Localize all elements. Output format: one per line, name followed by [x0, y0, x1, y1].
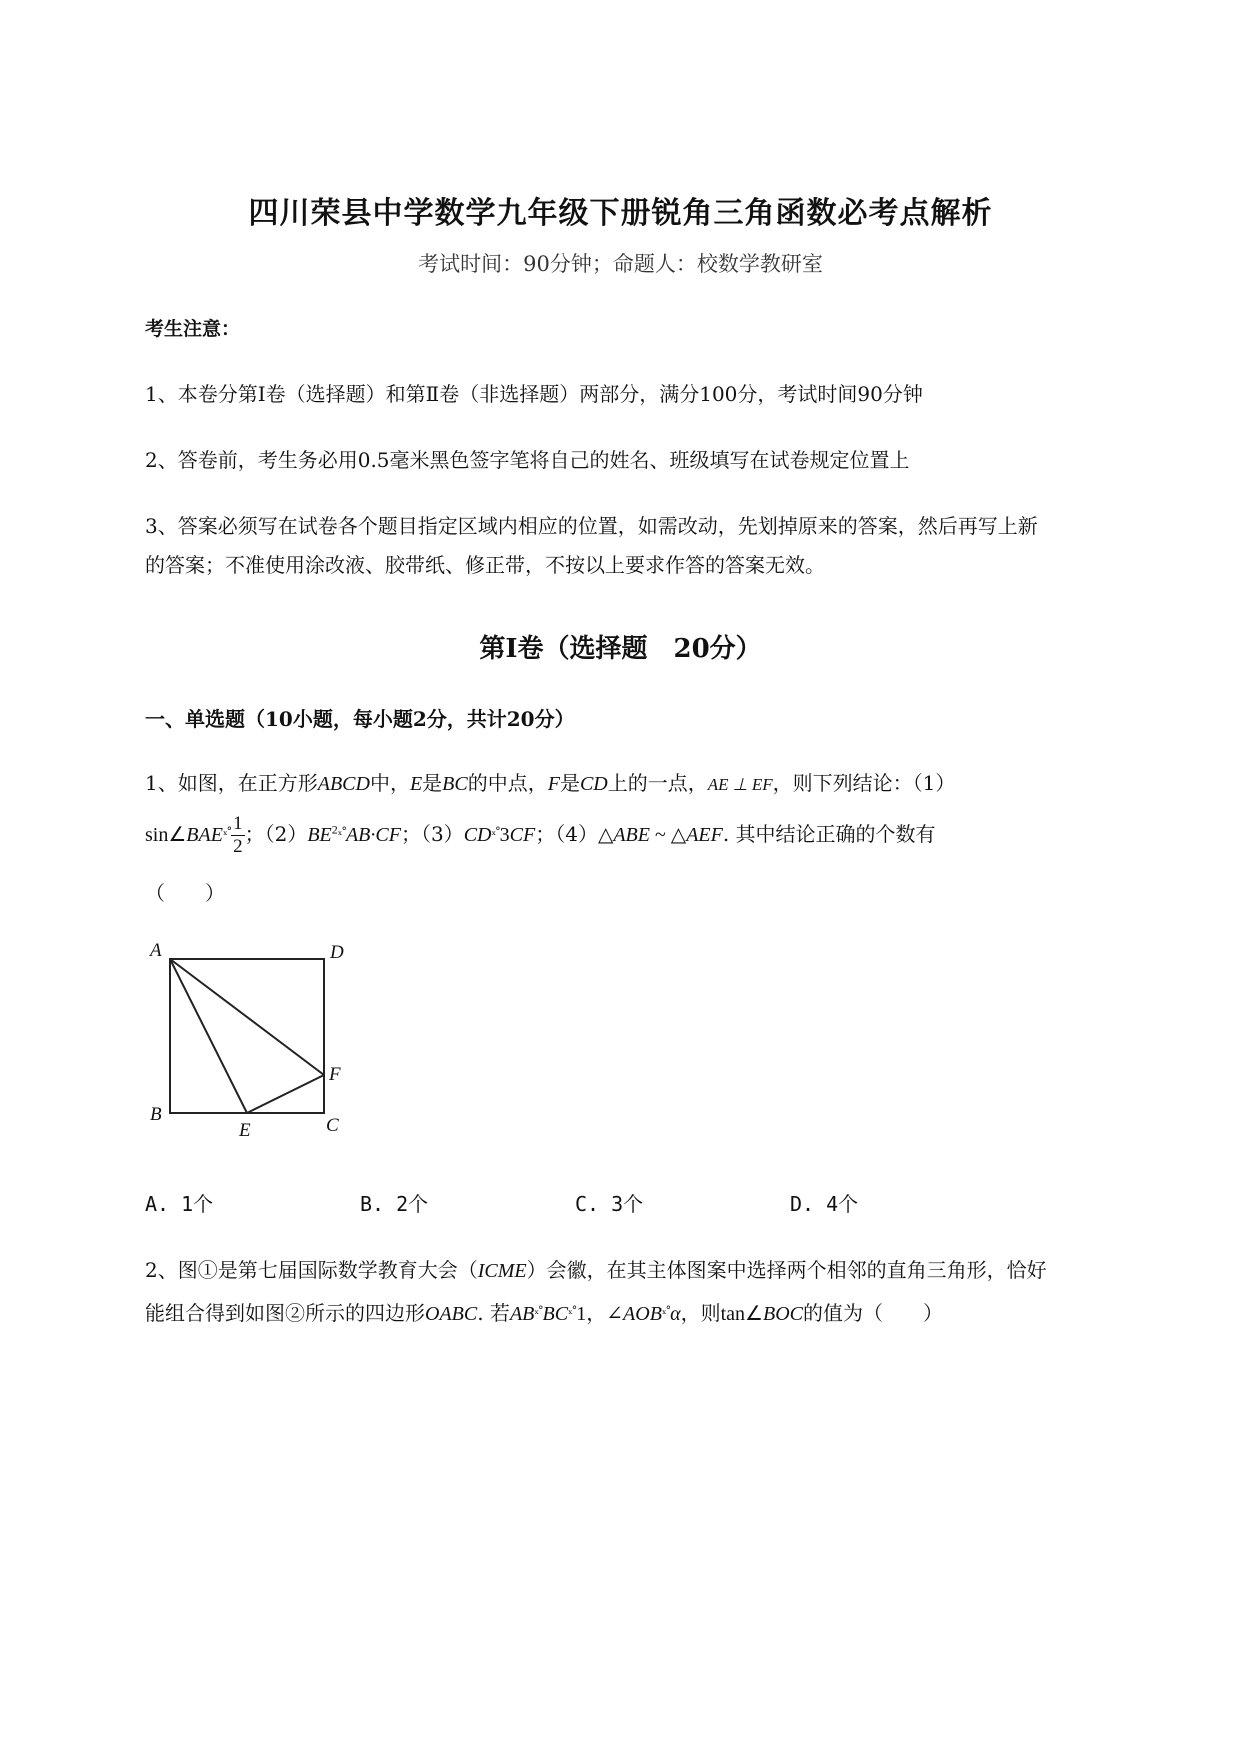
- q2-stem-line1: 2、图①是第七届国际数学教育大会（ICME）会徽，在其主体图案中选择两个相邻的直角三角形，恰好: [145, 1258, 1047, 1282]
- fraction-one-half: $\frac{1}{2}$: [233, 813, 243, 857]
- label-b: B: [150, 1104, 162, 1125]
- label-f: F: [329, 1064, 341, 1085]
- square-abcd: [170, 959, 324, 1113]
- notice-item-2: 2、答卷前，考生务必用0.5毫米黑色签字笔将自己的姓名、班级填写在试卷规定位置上: [145, 448, 910, 472]
- q1-answer-bracket: （ ）: [145, 881, 225, 905]
- label-c: C: [326, 1115, 339, 1136]
- garbled-equals-glyph: ₓ°: [222, 825, 232, 838]
- q1-option-c[interactable]: C. 3个: [575, 1192, 644, 1216]
- section-title: 第I卷（选择题 20分）: [479, 634, 762, 664]
- segment-ae: [170, 959, 247, 1113]
- segment-af: [170, 959, 324, 1075]
- q1-option-b[interactable]: B. 2个: [360, 1192, 429, 1216]
- notice-item-1: 1、本卷分第I卷（选择题）和第Ⅱ卷（非选择题）两部分，满分100分，考试时间90分钟: [145, 382, 923, 406]
- q1-option-d[interactable]: D. 4个: [790, 1192, 859, 1216]
- notice-heading: 考生注意：: [145, 318, 241, 340]
- segment-ef: [247, 1075, 324, 1113]
- q1-stem-line1: 1、如图，在正方形ABCD中，E是BC的中点，F是CD上的一点，AE ⊥ EF，则下列结论：（1）: [145, 771, 956, 795]
- exam-info: 考试时间：90分钟；命题人：校数学教研室: [418, 252, 823, 276]
- q2-stem-line2: 能组合得到如图②所示的四边形OABC. 若$AB^{_x^\circ}BC^{_x^\circ}1$，$\angle AOB^{_x^\circ}\alpha$，则tan∠BOC的值为（ ）: [145, 1301, 943, 1325]
- label-a: A: [150, 940, 162, 961]
- notice-item-3-continued: 的答案；不准使用涂改液、胶带纸、修正带，不按以上要求作答的答案无效。: [145, 553, 825, 577]
- q1-stem-line2: $\sin\angle BAE^{_x^\circ}$ $\frac{1}{2}$ ；$(2)BE^{2_x^\circ}AB\cdot CF$；$(3)CD^{_x^\circ}3CF$；（4）△ABE ~ △AEF. 其中结论正确的个数有: [145, 813, 936, 857]
- page-title: 四川荣县中学数学九年级下册锐角三角函数必考点解析: [248, 196, 993, 231]
- q1-square-figure: [140, 935, 360, 1145]
- label-e: E: [239, 1120, 251, 1141]
- question-group-title: 一、单选题（10小题，每小题2分，共计20分）: [145, 707, 575, 731]
- notice-item-3: 3、答案必须写在试卷各个题目指定区域内相应的位置，如需改动，先划掉原来的答案，然后再写上新: [145, 514, 1038, 538]
- label-d: D: [330, 942, 344, 963]
- q1-option-a[interactable]: A. 1个: [145, 1192, 214, 1216]
